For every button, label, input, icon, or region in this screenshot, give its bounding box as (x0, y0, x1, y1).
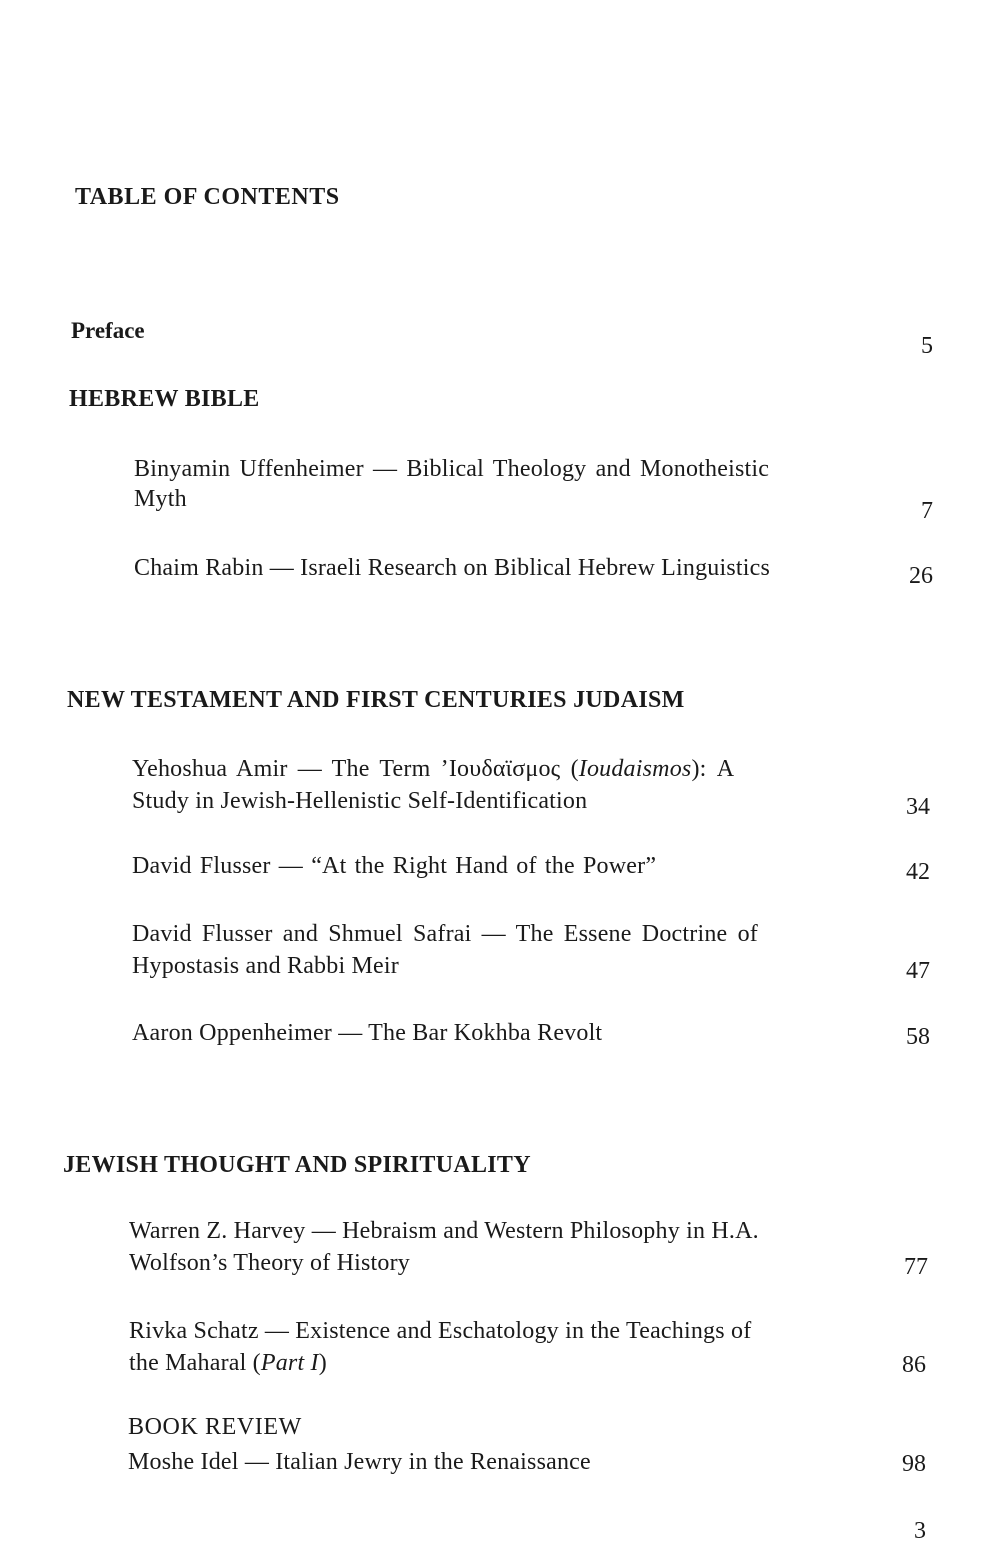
entry-amir-line2: Study in Jewish-Hellenistic Self-Identification (132, 788, 588, 814)
entry-flusser-safrai-line2: Hypostasis and Rabbi Meir (132, 953, 399, 979)
entry-amir-line1 (132, 756, 734, 783)
entry-oppenheimer-page: 58 (906, 1024, 930, 1050)
entry-idel-line1: Moshe Idel — Italian Jewry in the Renaissance (128, 1449, 591, 1475)
entry-schatz-line2-pre: the Maharal ( (129, 1350, 261, 1376)
section-heading-new-testament: NEW TESTAMENT AND FIRST CENTURIES JUDAISM (67, 687, 685, 713)
entry-schatz-line1: Rivka Schatz — Existence and Eschatology in the Teachings of (129, 1318, 752, 1344)
entry-schatz-line2 (129, 1350, 327, 1377)
entry-harvey-page: 77 (904, 1254, 928, 1280)
preface-label: Preface (71, 318, 145, 343)
entry-idel-page: 98 (902, 1451, 926, 1477)
preface-page: 5 (921, 333, 933, 359)
section-heading-jewish-thought: JEWISH THOUGHT AND SPIRITUALITY (63, 1152, 531, 1178)
entry-uffenheimer-line1: Binyamin Uffenheimer — Biblical Theology and Monotheistic (134, 456, 770, 482)
entry-oppenheimer-line1: Aaron Oppenheimer — The Bar Kokhba Revolt (132, 1020, 603, 1046)
entry-amir-line1-italic: Ioudaismos (578, 756, 692, 782)
entry-uffenheimer-page: 7 (921, 498, 933, 524)
entry-amir-line1-post: ): A (691, 756, 735, 782)
entry-flusser-line1: David Flusser — “At the Right Hand of the Power” (132, 853, 657, 879)
entry-amir-page: 34 (906, 794, 930, 820)
entry-amir-line1-pre: Yehoshua Amir — The Term ’Ιουδαϊσμος ( (132, 756, 579, 782)
section-heading-hebrew-bible: HEBREW BIBLE (69, 386, 260, 412)
entry-harvey-line2: Wolfson’s Theory of History (129, 1250, 411, 1276)
entry-flusser-safrai-line1: David Flusser and Shmuel Safrai — The Essene Doctrine of (132, 921, 758, 947)
entry-schatz-page: 86 (902, 1352, 926, 1378)
entry-schatz-line2-post: ) (318, 1350, 327, 1376)
entry-harvey-line1: Warren Z. Harvey — Hebraism and Western Philosophy in H.A. (129, 1218, 759, 1244)
entry-schatz-line2-italic: Part I (260, 1350, 319, 1376)
entry-uffenheimer-line2: Myth (134, 486, 187, 512)
entry-flusser-safrai-page: 47 (906, 958, 930, 984)
book-review-label: BOOK REVIEW (128, 1414, 302, 1440)
toc-title: TABLE OF CONTENTS (75, 184, 340, 210)
entry-rabin-line1: Chaim Rabin — Israeli Research on Biblical Hebrew Linguistics (134, 555, 771, 581)
entry-rabin-page: 26 (909, 563, 933, 589)
entry-flusser-page: 42 (906, 859, 930, 885)
folio-number: 3 (914, 1518, 926, 1544)
